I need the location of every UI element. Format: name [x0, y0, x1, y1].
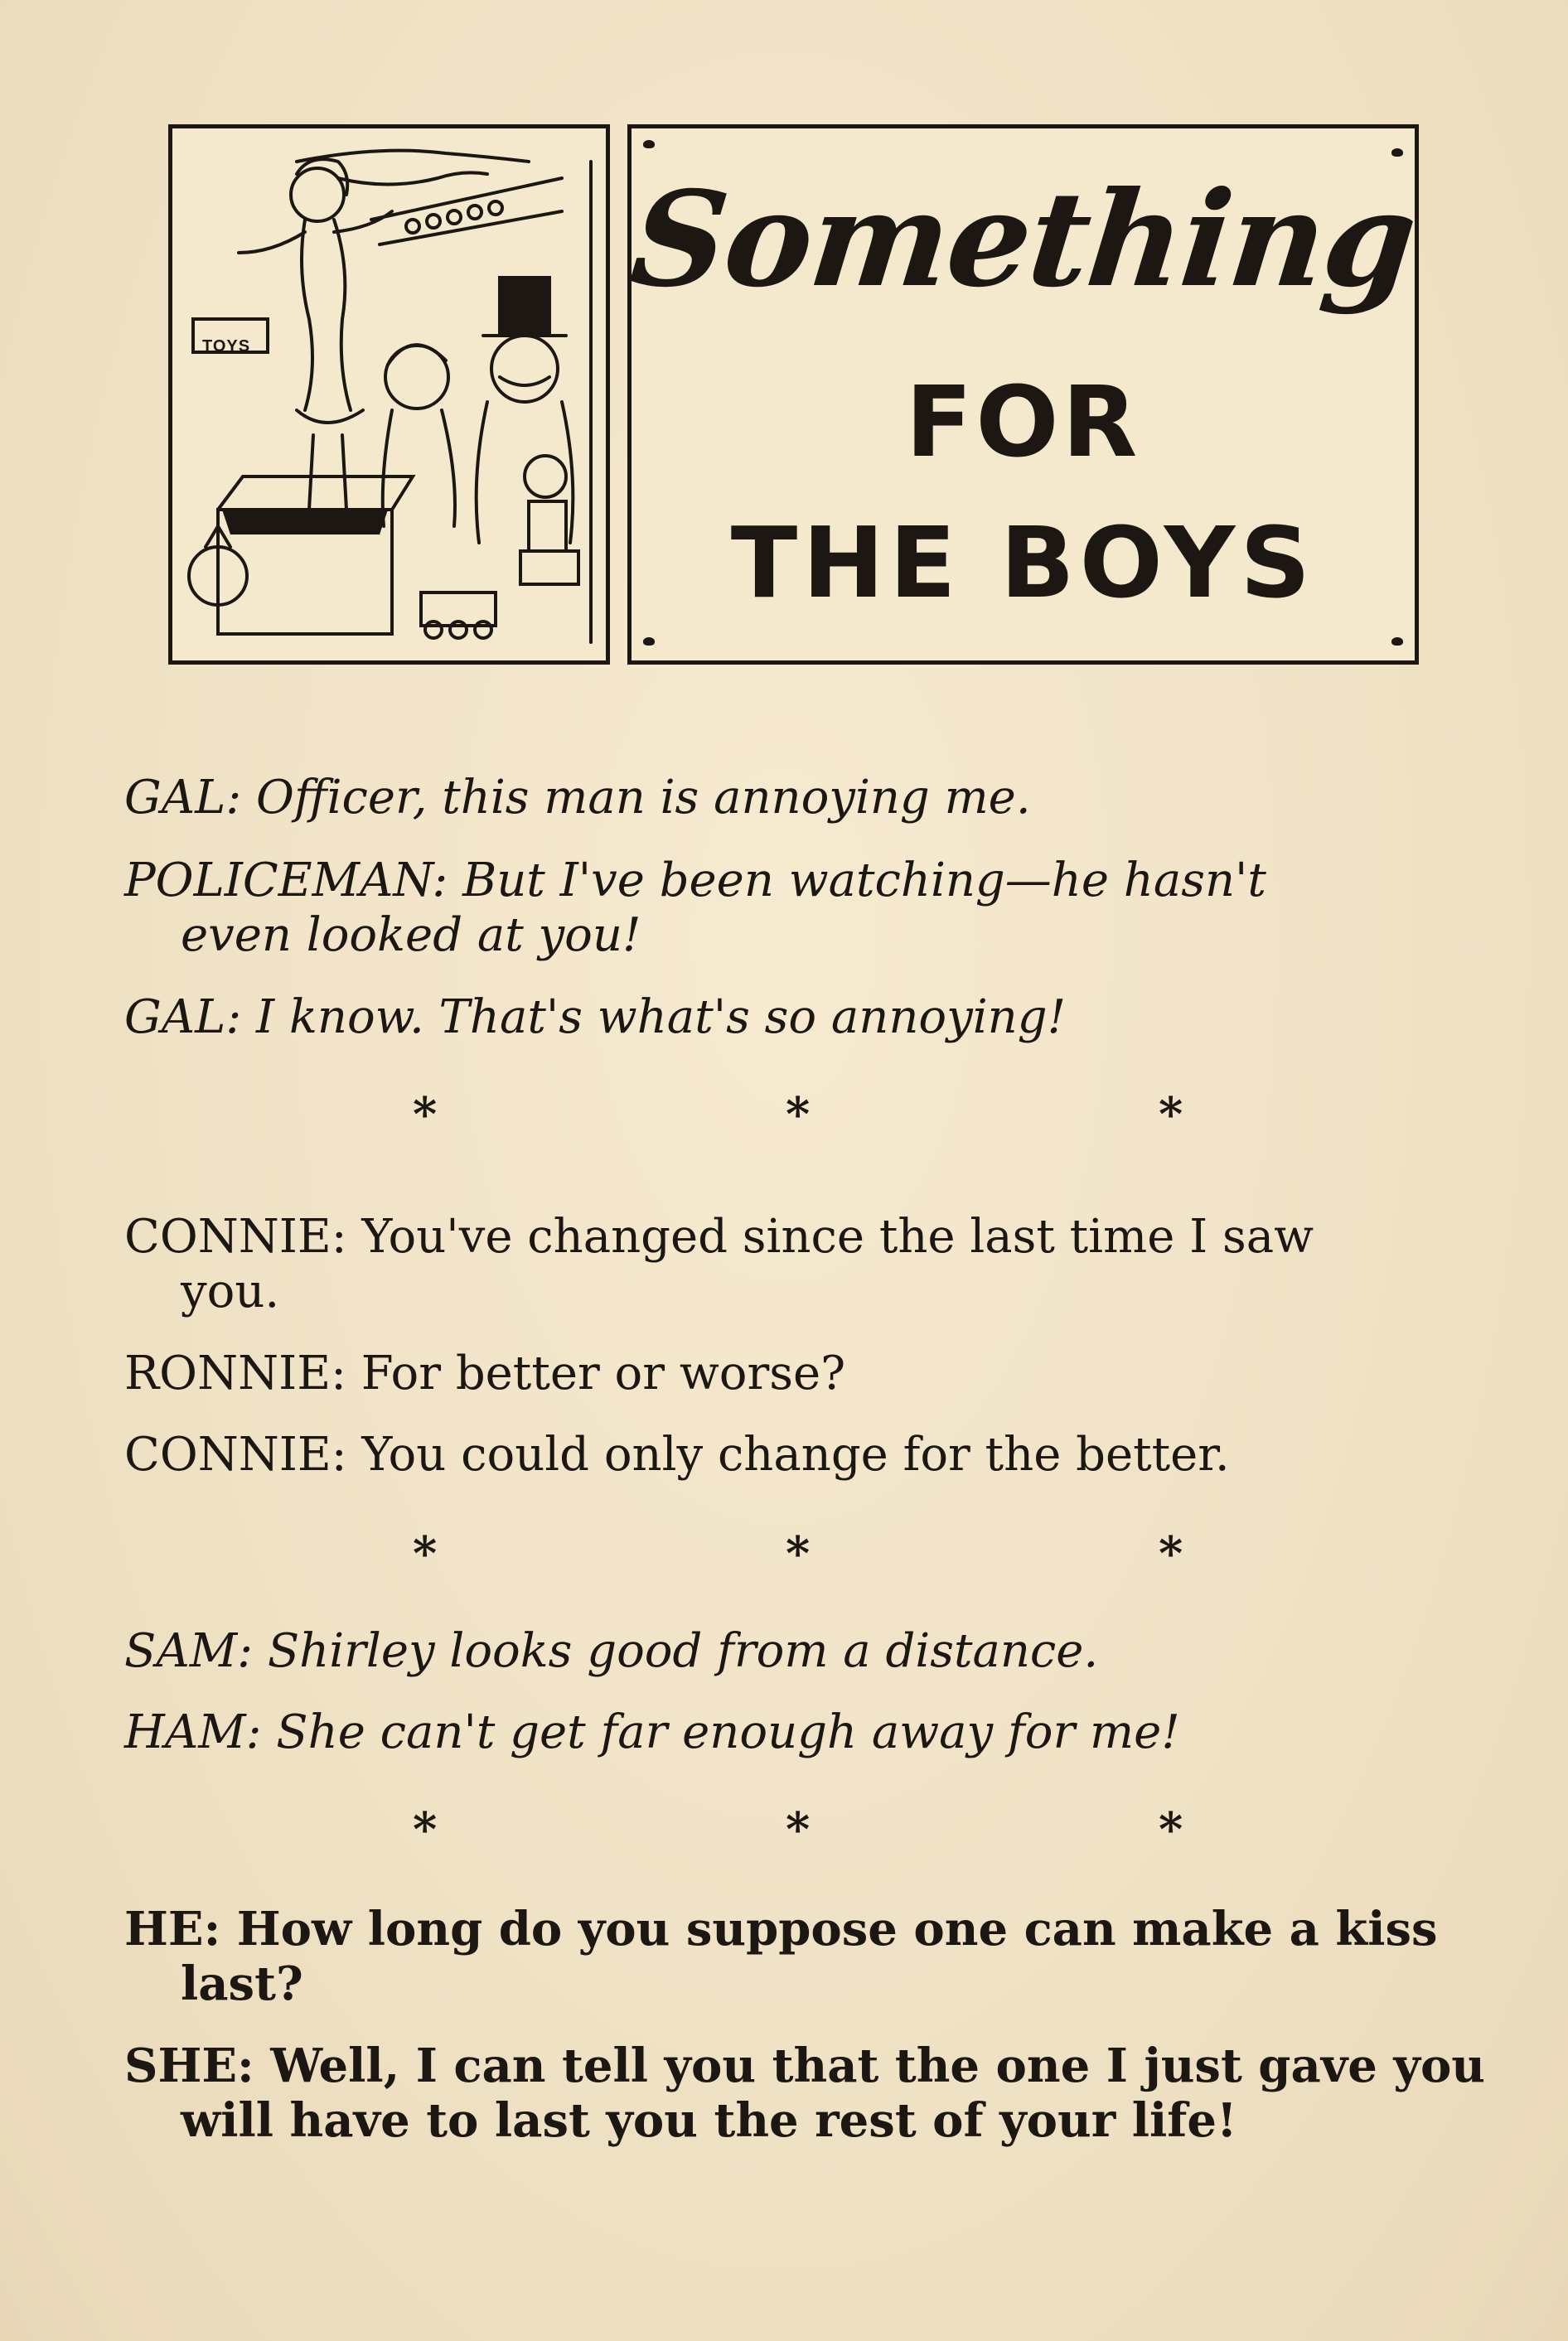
star-separator: * — [413, 1526, 438, 1581]
title-the-boys: THE BOYS — [730, 505, 1316, 620]
star-separator: * — [1159, 1526, 1183, 1581]
dialogue-text: HAM: She can't get far enough away for me! — [124, 1705, 1180, 1759]
tack-icon — [1391, 148, 1403, 157]
joke-line — [124, 854, 1483, 963]
dialogue-text: RONNIE: For better or worse? — [124, 1347, 846, 1400]
joke-line — [124, 1347, 1483, 1401]
joke-line — [124, 771, 1483, 825]
joke-line — [124, 1705, 1483, 1760]
dialogue-text: SHE: Well, I can tell you that the one I just gave you — [124, 2039, 1486, 2093]
star-separator: * — [413, 1087, 438, 1142]
dialogue-text: SAM: Shirley looks good from a distance. — [124, 1624, 1099, 1678]
dialogue-text: POLICEMAN: But I've been watching—he hasn't — [124, 854, 1266, 907]
dialogue-text: HE: How long do you suppose one can make a kiss — [124, 1902, 1438, 1956]
joke-line — [124, 1428, 1483, 1482]
tack-icon — [643, 637, 655, 646]
separator-stars — [0, 1526, 1568, 1581]
separator-stars — [0, 1802, 1568, 1857]
star-separator: * — [786, 1802, 811, 1857]
dialogue-text: GAL: I know. That's what's so annoying! — [124, 990, 1067, 1044]
dialogue-continuation: you. — [181, 1265, 280, 1318]
toy-shop-cartoon-icon — [172, 128, 606, 660]
dialogue-text: GAL: Officer, this man is annoying me. — [124, 771, 1031, 825]
joke-line — [124, 1624, 1483, 1679]
joke-line — [124, 990, 1483, 1045]
separator-stars — [0, 1087, 1568, 1142]
tack-icon — [643, 140, 655, 148]
header-illustration — [168, 124, 610, 665]
star-separator: * — [786, 1526, 811, 1581]
star-separator: * — [786, 1087, 811, 1142]
star-separator: * — [413, 1802, 438, 1857]
star-separator: * — [1159, 1087, 1183, 1142]
dialogue-continuation: last? — [181, 1956, 303, 2011]
joke-line — [124, 2039, 1486, 2148]
toys-sign-label: TOYS — [202, 337, 251, 356]
joke-line — [124, 1210, 1483, 1319]
title-something: Something — [624, 163, 1422, 317]
title-panel — [624, 124, 1422, 665]
title-for: FOR — [905, 365, 1141, 479]
joke-line — [124, 1902, 1483, 2011]
star-separator: * — [1159, 1802, 1183, 1857]
dialogue-text: CONNIE: You could only change for the better. — [124, 1428, 1230, 1482]
dialogue-text: CONNIE: You've changed since the last time I saw — [124, 1210, 1314, 1264]
dialogue-continuation: even looked at you! — [181, 908, 641, 962]
tack-icon — [1391, 637, 1403, 646]
dialogue-continuation: will have to last you the rest of your life! — [181, 2093, 1237, 2148]
